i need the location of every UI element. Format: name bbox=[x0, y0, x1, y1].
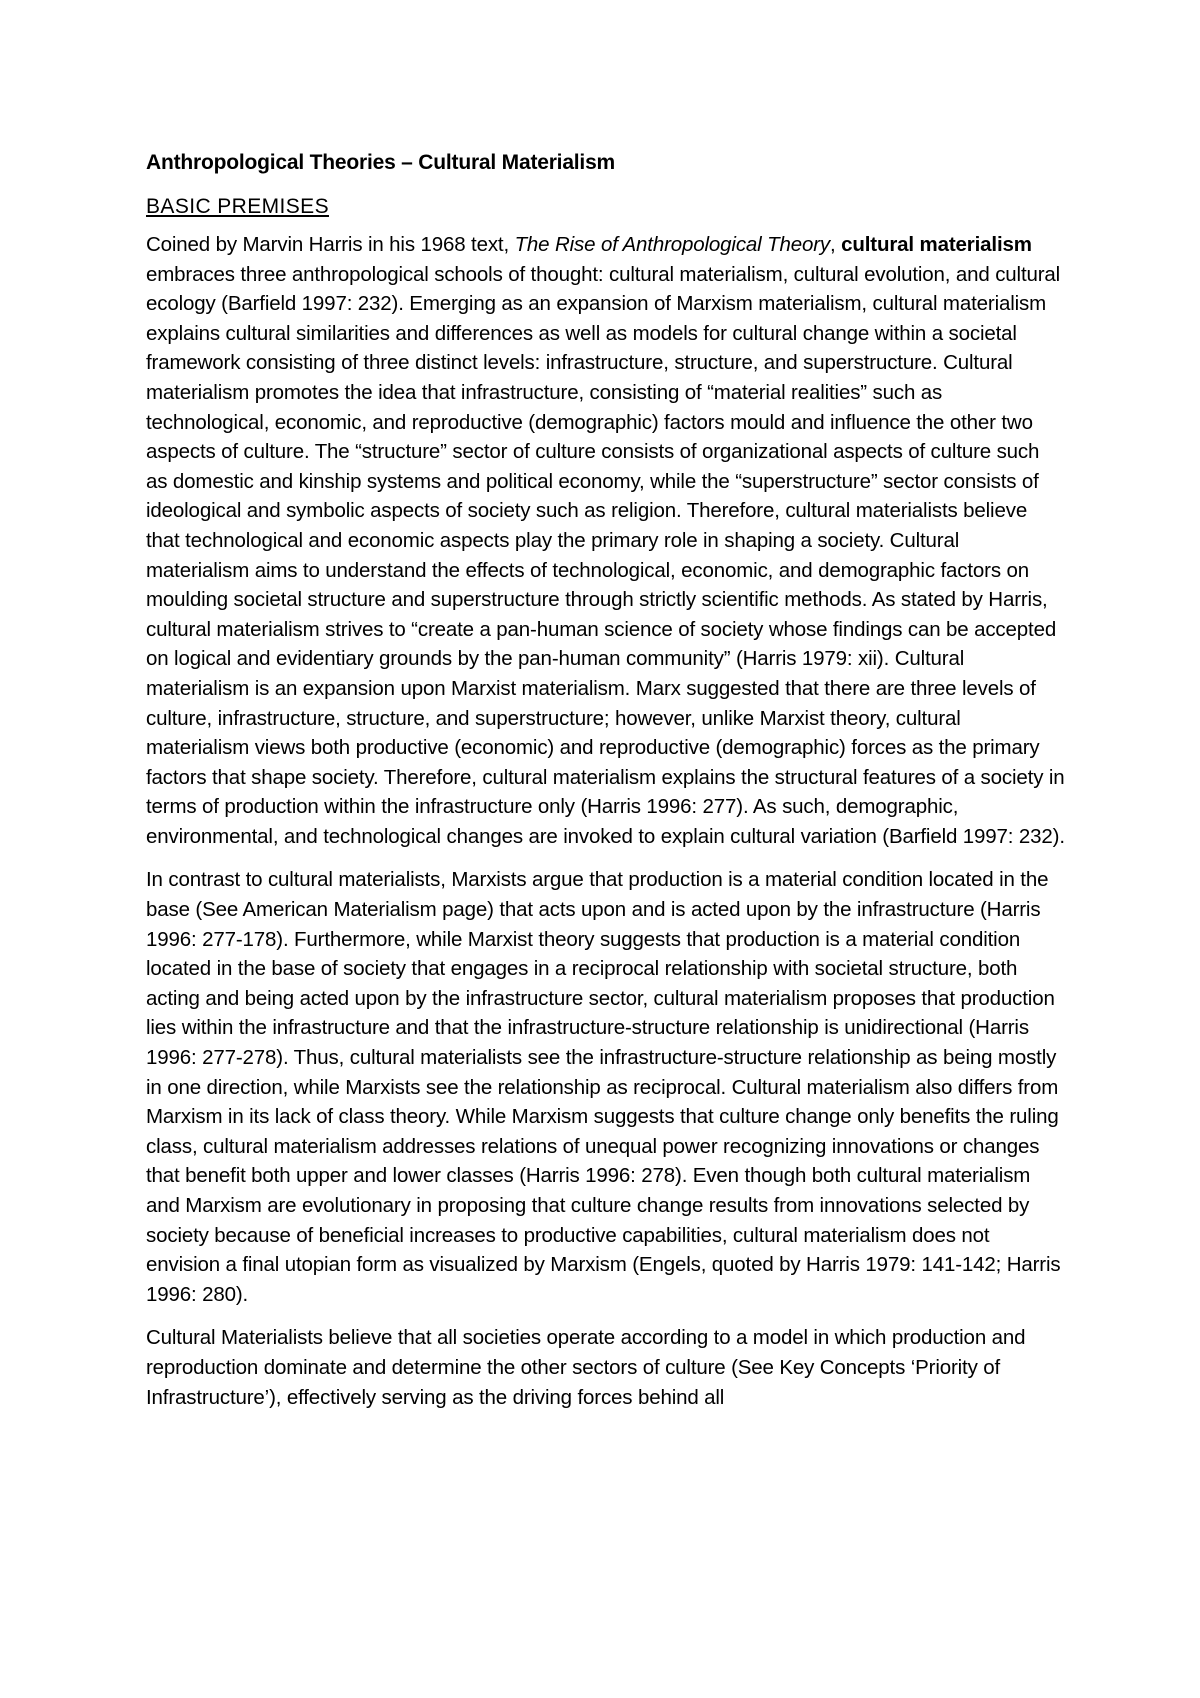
bold-term-cultural-materialism: cultural materialism bbox=[841, 233, 1032, 256]
paragraph-1-comma: , bbox=[830, 233, 842, 256]
section-heading-basic-premises: BASIC PREMISES bbox=[146, 195, 329, 218]
document-body bbox=[146, 148, 1066, 1426]
book-title: The Rise of Anthropological Theory bbox=[514, 233, 831, 256]
paragraph-1-intro: Coined by Marvin Harris in his 1968 text, bbox=[146, 233, 515, 256]
paragraph-2: In contrast to cultural materialists, Marxists argue that production is a material condition located in the base (See American Materialism page) that acts upon and is acted upon by the infrastructure (Harris 1996: 277-178). Furthermore, while Marxist theory suggests that production is a material condition located in the base of society that engages in a reciprocal relationship with societal structure, both acting and being acted upon by the infrastructure sector, cultural materialism proposes that production lies within the infrastructure and that the infrastructure-structure relationship is unidirectional (Harris 1996: 277-278). Thus, cultural materialists see the infrastructure-structure relationship as being mostly in one direction, while Marxists see the relationship as reciprocal. Cultural materialism also differs from Marxism in its lack of class theory. While Marxism suggests that culture change only benefits the ruling class, cultural materialism addresses relations of unequal power recognizing innovations or changes that benefit both upper and lower classes (Harris 1996: 278). Even though both cultural materialism and Marxism are evolutionary in proposing that culture change results from innovations selected by society because of beneficial increases to productive capabilities, cultural materialism does not envision a final utopian form as visualized by Marxism (Engels, quoted by Harris 1979: 141-142; Harris 1996: 280). bbox=[146, 868, 1061, 1306]
paragraph-1 bbox=[146, 230, 1066, 851]
paragraph-1-body: embraces three anthropological schools of thought: cultural materialism, cultural evolution, and cultural ecology (Barfield 1997: 232). Emerging as an expansion of Marxism materialism, cultural materialism explains cultural similarities and differences as well as models for cultural change within a societal framework consisting of three distinct levels: infrastructure, structure, and superstructure. Cultural materialism promotes the idea that infrastructure, consisting of “material realities” such as technological, economic, and reproductive (demographic) factors mould and influence the other two aspects of culture. The “structure” sector of culture consists of organizational aspects of culture such as domestic and kinship systems and political economy, while the “superstructure” sector consists of ideological and symbolic aspects of society such as religion. Therefore, cultural materialists believe that technological and economic aspects play the primary role in shaping a society. Cultural materialism aims to understand the effects of technological, economic, and demographic factors on moulding societal structure and superstructure through strictly scientific methods. As stated by Harris, cultural materialism strives to “create a pan-human science of society whose findings can be accepted on logical and evidentiary grounds by the pan-human community” (Harris 1979: xii). Cultural materialism is an expansion upon Marxist materialism. Marx suggested that there are three levels of culture, infrastructure, structure, and superstructure; however, unlike Marxist theory, cultural materialism views both productive (economic) and reproductive (demographic) forces as the primary factors that shape society. Therefore, cultural materialism explains the structural features of a society in terms of production within the infrastructure only (Harris 1996: 277). As such, demographic, environmental, and technological changes are invoked to explain cultural variation (Barfield 1997: 232). bbox=[146, 262, 1065, 848]
document-title: Anthropological Theories – Cultural Materialism bbox=[146, 151, 616, 174]
paragraph-3: Cultural Materialists believe that all societies operate according to a model in which production and reproduction dominate and determine the other sectors of culture (See Key Concepts ‘Priority of Infrastructure’), effectively serving as the driving forces behind all bbox=[146, 1326, 1026, 1409]
